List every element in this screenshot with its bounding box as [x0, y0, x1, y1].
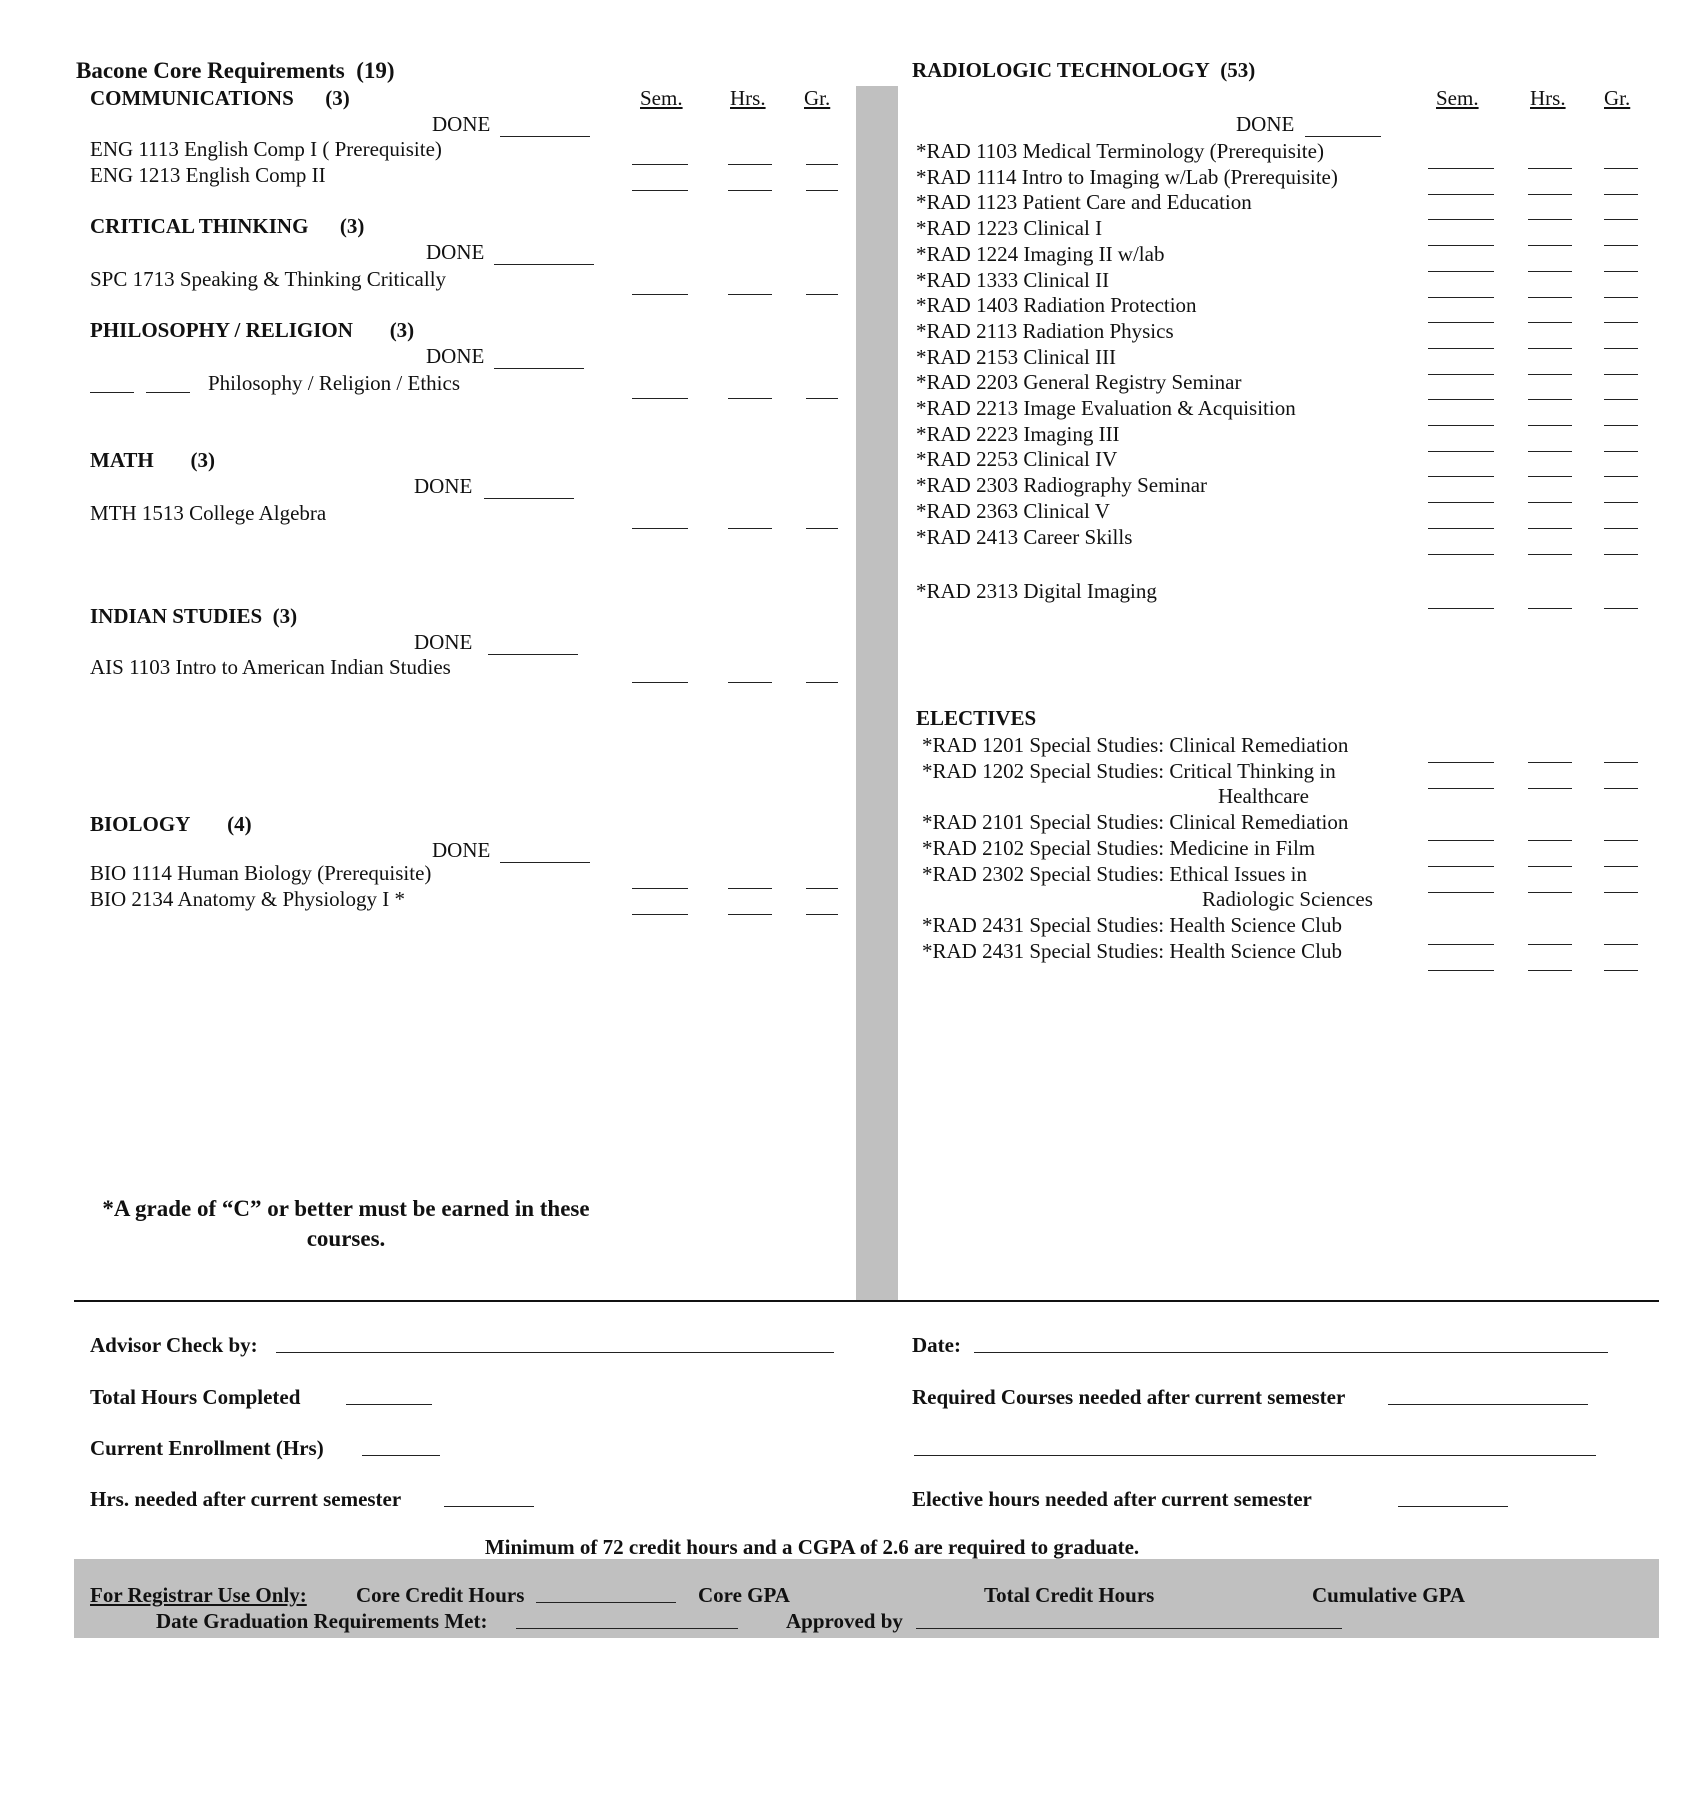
hrs-blank[interactable] [728, 276, 772, 295]
sem-blank[interactable] [1428, 848, 1494, 867]
hrs-blank[interactable] [1528, 590, 1572, 609]
core-credit-hours-field[interactable] [536, 1602, 676, 1603]
hrs-blank[interactable] [728, 664, 772, 683]
section-indian-studies: INDIAN STUDIES (3) [90, 604, 298, 628]
done-label: DONE [432, 838, 491, 862]
sem-blank[interactable] [632, 276, 688, 295]
elective-row: *RAD 2431 Special Studies: Health Science Club [922, 938, 1342, 963]
sem-blank[interactable] [632, 870, 688, 889]
sem-blank[interactable] [1428, 590, 1494, 609]
left-header-gr: Gr. [804, 86, 831, 110]
hrs-blank[interactable] [1528, 330, 1572, 349]
right-header-gr: Gr. [1604, 86, 1631, 110]
sem-blank[interactable] [1428, 227, 1494, 246]
gr-blank[interactable] [1604, 536, 1638, 555]
total-hours-label: Total Hours Completed [90, 1385, 301, 1409]
course-row: *RAD 2253 Clinical IV [916, 447, 1118, 472]
required-courses-field[interactable] [1388, 1404, 1588, 1405]
core-credit-hours-label: Core Credit Hours [356, 1583, 525, 1607]
hrs-blank[interactable] [1528, 253, 1572, 272]
elective-hours-field[interactable] [1398, 1506, 1508, 1507]
electives-title: ELECTIVES [916, 706, 1037, 730]
hrs-blank[interactable] [1528, 227, 1572, 246]
required-courses-label: Required Courses needed after current semester [912, 1385, 1346, 1409]
course-row: *RAD 1403 Radiation Protection [916, 293, 1197, 318]
hrs-blank[interactable] [1528, 150, 1572, 169]
elective-row: *RAD 2101 Special Studies: Clinical Remediation [922, 810, 1349, 835]
hrs-needed-label: Hrs. needed after current semester [90, 1487, 402, 1511]
hrs-blank[interactable] [1528, 433, 1572, 452]
gr-blank[interactable] [1604, 356, 1638, 375]
sem-blank[interactable] [1428, 952, 1494, 971]
total-credit-hours-label: Total Credit Hours [984, 1583, 1155, 1607]
elective-row: *RAD 1201 Special Studies: Clinical Remediation [922, 733, 1349, 757]
done-blank[interactable] [488, 636, 578, 655]
graduation-minimum-note: Minimum of 72 credit hours and a CGPA of 2.6 are required to graduate. [484, 1535, 1140, 1559]
section-math: MATH (3) [90, 448, 216, 472]
done-blank[interactable] [494, 246, 594, 265]
elective-continuation: Healthcare [1218, 784, 1309, 809]
sem-blank[interactable] [1428, 510, 1494, 529]
gr-blank[interactable] [1604, 848, 1638, 867]
gr-blank[interactable] [1604, 770, 1638, 789]
hrs-blank[interactable] [728, 146, 772, 165]
hrs-blank[interactable] [1528, 874, 1572, 893]
course-row: *RAD 1114 Intro to Imaging w/Lab (Prerequisite) [916, 164, 1338, 189]
left-header-sem: Sem. [640, 86, 683, 110]
gr-blank[interactable] [1604, 926, 1638, 945]
course-row: *RAD 2213 Image Evaluation & Acquisition [916, 396, 1296, 420]
hrs-blank[interactable] [1528, 952, 1572, 971]
course-row: *RAD 2113 Radiation Physics [916, 318, 1174, 343]
elective-row: *RAD 2302 Special Studies: Ethical Issues in [922, 861, 1307, 886]
sem-blank[interactable] [1428, 926, 1494, 945]
sem-blank[interactable] [632, 380, 688, 399]
done-label: DONE [426, 240, 485, 264]
core-title: Bacone Core Requirements (19) [76, 58, 395, 83]
gr-blank[interactable] [1604, 176, 1638, 195]
sem-blank[interactable] [632, 510, 688, 529]
date-label: Date: [912, 1333, 961, 1357]
course-row: *RAD 2413 Career Skills [916, 524, 1133, 549]
section-critical-thinking: CRITICAL THINKING (3) [90, 214, 365, 238]
course-row: *RAD 1123 Patient Care and Education [916, 190, 1252, 215]
hrs-blank[interactable] [1528, 381, 1572, 400]
hrs-blank[interactable] [1528, 770, 1572, 789]
hrs-blank[interactable] [1528, 926, 1572, 945]
hrs-blank[interactable] [728, 896, 772, 915]
sem-blank[interactable] [1428, 279, 1494, 298]
course-row: BIO 2134 Anatomy & Physiology I * [90, 887, 406, 911]
elective-continuation: Radiologic Sciences [1202, 887, 1373, 912]
gr-blank[interactable] [1604, 227, 1638, 246]
core-gpa-label: Core GPA [698, 1583, 790, 1607]
course-number-blank[interactable] [146, 374, 190, 393]
gr-blank[interactable] [1604, 822, 1638, 841]
gr-blank[interactable] [1604, 744, 1638, 763]
sem-blank[interactable] [1428, 458, 1494, 477]
grade-note: *A grade of “C” or better must be earned in these courses. [102, 1196, 590, 1251]
gr-blank[interactable] [1604, 458, 1638, 477]
section-communications: COMMUNICATIONS (3) [90, 86, 350, 110]
footer-divider [74, 1300, 1659, 1302]
sem-blank[interactable] [1428, 304, 1494, 323]
gr-blank[interactable] [806, 870, 838, 889]
current-enrollment-field[interactable] [362, 1455, 440, 1456]
sem-blank[interactable] [1428, 874, 1494, 893]
date-grad-field[interactable] [516, 1628, 738, 1629]
gr-blank[interactable] [1604, 304, 1638, 323]
hrs-blank[interactable] [728, 870, 772, 889]
done-blank[interactable] [1305, 118, 1381, 137]
column-divider [856, 86, 898, 1302]
hrs-blank[interactable] [728, 380, 772, 399]
date-grad-label: Date Graduation Requirements Met: [156, 1609, 488, 1633]
gr-blank[interactable] [1604, 433, 1638, 452]
sem-blank[interactable] [632, 896, 688, 915]
course-row: *RAD 2223 Imaging III [916, 421, 1120, 446]
cumulative-gpa-label: Cumulative GPA [1312, 1583, 1466, 1607]
course-row: *RAD 2313 Digital Imaging [916, 579, 1157, 603]
sem-blank[interactable] [1428, 201, 1494, 220]
done-blank[interactable] [494, 350, 584, 369]
sem-blank[interactable] [1428, 484, 1494, 503]
gr-blank[interactable] [1604, 279, 1638, 298]
course-row: *RAD 1224 Imaging II w/lab [916, 241, 1165, 266]
course-row: ENG 1213 English Comp II [90, 163, 326, 187]
hrs-blank[interactable] [1528, 458, 1572, 477]
date-field[interactable] [974, 1352, 1608, 1353]
gr-blank[interactable] [1604, 201, 1638, 220]
gr-blank[interactable] [1604, 150, 1638, 169]
course-row: *RAD 1333 Clinical II [916, 267, 1110, 292]
section-biology: BIOLOGY (4) [90, 812, 252, 836]
course-row: MTH 1513 College Algebra [90, 501, 327, 525]
sem-blank[interactable] [1428, 770, 1494, 789]
hrs-blank[interactable] [728, 510, 772, 529]
gr-blank[interactable] [806, 276, 838, 295]
gr-blank[interactable] [1604, 510, 1638, 529]
right-header-hrs: Hrs. [1530, 86, 1566, 110]
done-label: DONE [414, 474, 473, 498]
done-label: DONE [1236, 112, 1295, 136]
approved-by-label: Approved by [786, 1609, 903, 1633]
hrs-blank[interactable] [1528, 279, 1572, 298]
gr-blank[interactable] [1604, 484, 1638, 503]
course-row: *RAD 2363 Clinical V [916, 498, 1110, 523]
done-label: DONE [414, 630, 473, 654]
done-label: DONE [432, 112, 491, 136]
hrs-blank[interactable] [1528, 304, 1572, 323]
hrs-blank[interactable] [1528, 536, 1572, 555]
rad-tech-title: RADIOLOGIC TECHNOLOGY (53) [912, 58, 1256, 82]
sem-blank[interactable] [632, 172, 688, 191]
course-row: BIO 1114 Human Biology (Prerequisite) [90, 861, 432, 885]
course-row: ENG 1113 English Comp I ( Prerequisite) [90, 137, 442, 161]
gr-blank[interactable] [806, 172, 838, 191]
course-row: *RAD 1223 Clinical I [916, 216, 1103, 241]
hrs-blank[interactable] [1528, 848, 1572, 867]
sem-blank[interactable] [1428, 176, 1494, 195]
registrar-box [74, 1559, 1659, 1638]
hrs-blank[interactable] [1528, 484, 1572, 503]
gr-blank[interactable] [1604, 330, 1638, 349]
advisor-field[interactable] [276, 1352, 834, 1353]
sem-blank[interactable] [1428, 744, 1494, 763]
hrs-blank[interactable] [1528, 822, 1572, 841]
hrs-blank[interactable] [1528, 356, 1572, 375]
hrs-blank[interactable] [1528, 201, 1572, 220]
gr-blank[interactable] [806, 664, 838, 683]
registrar-label: For Registrar Use Only: [90, 1583, 307, 1607]
sem-blank[interactable] [1428, 381, 1494, 400]
course-row: *RAD 1103 Medical Terminology (Prerequisite) [916, 139, 1324, 163]
gr-blank[interactable] [1604, 874, 1638, 893]
course-row: *RAD 2153 Clinical III [916, 344, 1117, 369]
sem-blank[interactable] [1428, 536, 1494, 555]
hrs-blank[interactable] [1528, 510, 1572, 529]
sem-blank[interactable] [1428, 253, 1494, 272]
hrs-blank[interactable] [1528, 176, 1572, 195]
left-header-hrs: Hrs. [730, 86, 766, 110]
sem-blank[interactable] [1428, 150, 1494, 169]
course-row: AIS 1103 Intro to American Indian Studies [90, 655, 451, 679]
course-row: SPC 1713 Speaking & Thinking Critically [90, 267, 447, 291]
approved-by-field[interactable] [916, 1628, 1342, 1629]
done-label: DONE [426, 344, 485, 368]
gr-blank[interactable] [806, 896, 838, 915]
sem-blank[interactable] [1428, 407, 1494, 426]
sem-blank[interactable] [1428, 330, 1494, 349]
sem-blank[interactable] [1428, 356, 1494, 375]
required-courses-field-2[interactable] [914, 1455, 1596, 1456]
elective-row: *RAD 2431 Special Studies: Health Science Club [922, 912, 1342, 937]
sem-blank[interactable] [1428, 433, 1494, 452]
total-hours-field[interactable] [346, 1404, 432, 1405]
course-row: *RAD 2303 Radiography Seminar [916, 473, 1208, 498]
gr-blank[interactable] [1604, 590, 1638, 609]
gr-blank[interactable] [806, 146, 838, 165]
course-prefix-blank[interactable] [90, 374, 134, 393]
gr-blank[interactable] [806, 510, 838, 529]
hrs-blank[interactable] [1528, 744, 1572, 763]
course-row: *RAD 2203 General Registry Seminar [916, 370, 1242, 395]
right-header-sem: Sem. [1436, 86, 1479, 110]
gr-blank[interactable] [806, 380, 838, 399]
course-row: Philosophy / Religion / Ethics [208, 371, 461, 395]
sem-blank[interactable] [1428, 822, 1494, 841]
hrs-blank[interactable] [728, 172, 772, 191]
gr-blank[interactable] [1604, 253, 1638, 272]
done-blank[interactable] [484, 480, 574, 499]
hrs-blank[interactable] [1528, 407, 1572, 426]
gr-blank[interactable] [1604, 381, 1638, 400]
gr-blank[interactable] [1604, 952, 1638, 971]
sem-blank[interactable] [632, 664, 688, 683]
section-philosophy: PHILOSOPHY / RELIGION (3) [90, 318, 415, 342]
elective-hours-label: Elective hours needed after current semester [912, 1487, 1312, 1511]
advisor-label: Advisor Check by: [90, 1333, 258, 1357]
hrs-needed-field[interactable] [444, 1506, 534, 1507]
gr-blank[interactable] [1604, 407, 1638, 426]
sem-blank[interactable] [632, 146, 688, 165]
elective-row: *RAD 1202 Special Studies: Critical Thinking in [922, 758, 1336, 783]
done-blank[interactable] [500, 844, 590, 863]
elective-row: *RAD 2102 Special Studies: Medicine in Film [922, 835, 1316, 860]
done-blank[interactable] [500, 118, 590, 137]
current-enrollment-label: Current Enrollment (Hrs) [90, 1436, 324, 1460]
